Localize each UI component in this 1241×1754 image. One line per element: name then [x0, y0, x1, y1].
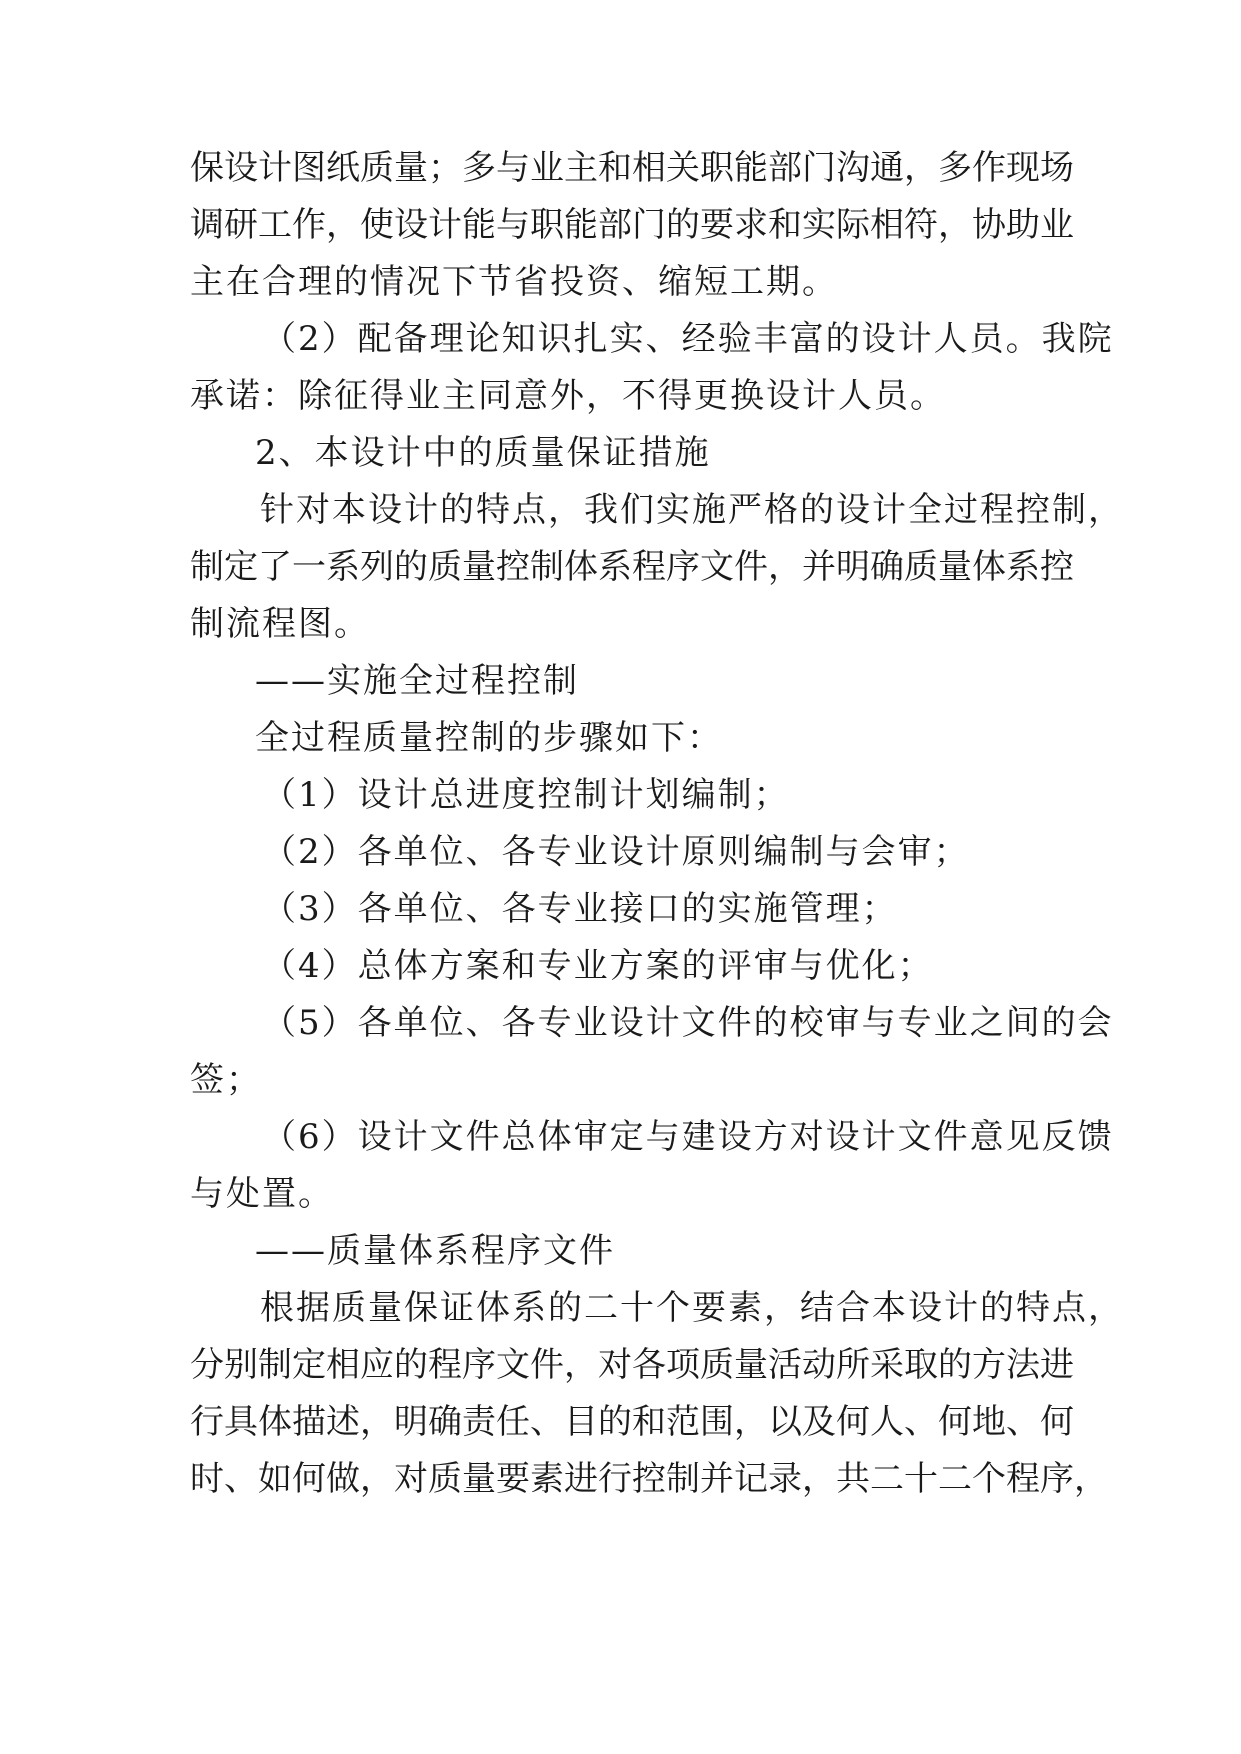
- list-item: （2）各单位、各专业设计原则编制与会审；: [262, 832, 970, 872]
- text-line: 制定了一系列的质量控制体系程序文件，并明确质量体系控: [190, 547, 1074, 587]
- subsection-heading: ——质量体系程序文件: [255, 1231, 615, 1271]
- list-item: （2）配备理论知识扎实、经验丰富的设计人员。我院: [262, 319, 1114, 359]
- text-line: 时、如何做，对质量要素进行控制并记录，共二十二个程序，: [190, 1459, 1108, 1499]
- subsection-heading: ——实施全过程控制: [255, 661, 579, 701]
- list-item: （5）各单位、各专业设计文件的校审与专业之间的会: [262, 1003, 1114, 1043]
- text-line: 调研工作，使设计能与职能部门的要求和实际相符，协助业: [190, 205, 1074, 245]
- list-item: （4）总体方案和专业方案的评审与优化；: [262, 946, 934, 986]
- text-line: 与处置。: [190, 1174, 334, 1214]
- list-item: （6）设计文件总体审定与建设方对设计文件意见反馈: [262, 1117, 1114, 1157]
- text-line: 针对本设计的特点，我们实施严格的设计全过程控制，: [260, 490, 1124, 530]
- text-line: 签；: [190, 1060, 262, 1100]
- text-line: 承诺：除征得业主同意外，不得更换设计人员。: [190, 376, 946, 416]
- text-line: 全过程质量控制的步骤如下：: [255, 718, 723, 758]
- text-line: 制流程图。: [190, 604, 370, 644]
- text-line: 根据质量保证体系的二十个要素，结合本设计的特点，: [260, 1288, 1124, 1328]
- text-line: 主在合理的情况下节省投资、缩短工期。: [190, 262, 838, 302]
- section-heading: 2、本设计中的质量保证措施: [255, 433, 711, 473]
- text-line: 分别制定相应的程序文件，对各项质量活动所采取的方法进: [190, 1345, 1074, 1385]
- text-line: 行具体描述，明确责任、目的和范围，以及何人、何地、何: [190, 1402, 1074, 1442]
- list-item: （1）设计总进度控制计划编制；: [262, 775, 790, 815]
- text-line: 保设计图纸质量；多与业主和相关职能部门沟通，多作现场: [190, 148, 1074, 188]
- list-item: （3）各单位、各专业接口的实施管理；: [262, 889, 898, 929]
